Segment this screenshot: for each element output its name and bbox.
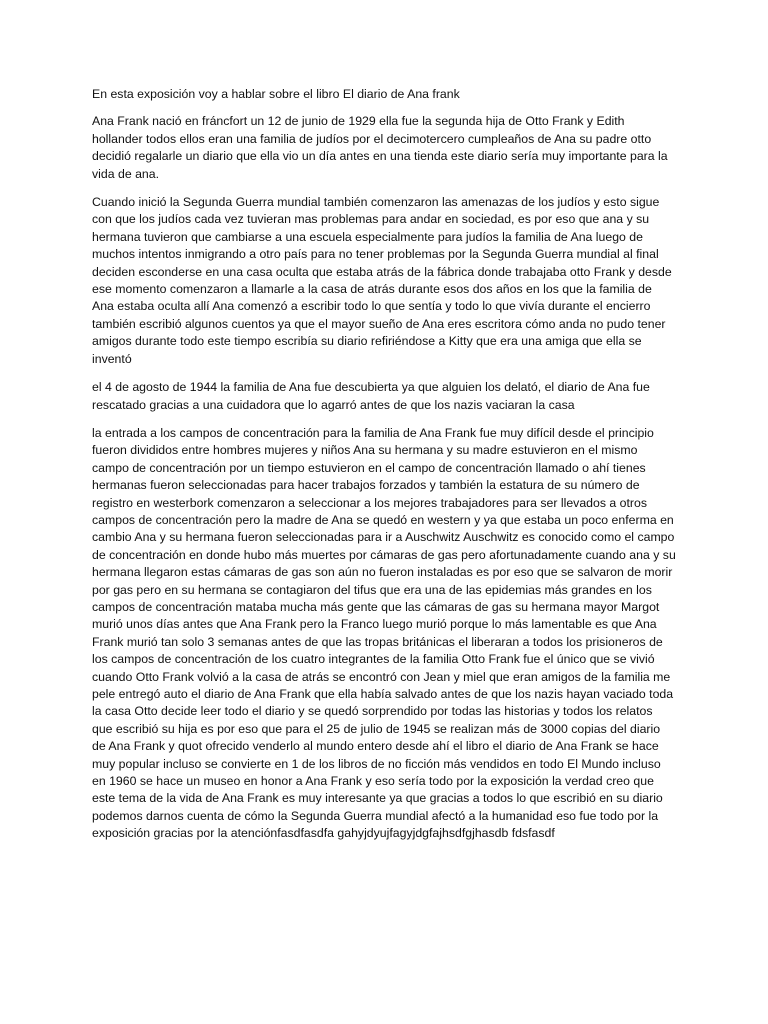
intro-paragraph: En esta exposición voy a hablar sobre el libro El diario de Ana frank (92, 87, 460, 101)
hiding-paragraph: Cuando inició la Segunda Guerra mundial también comenzaron las amenazas de los judíos y esto sigue con que los judíos cada vez tuvieran mas problemas para andar en sociedad, es por eso que ana y su hermana tuvieron que cambiarse a una escuela especialmente para judíos la familia de Ana luego de muchos intentos inmigrando a otro país para no tener problemas por la Segunda Guerra mundial al final deciden esconderse en una casa oculta que estaba atrás de la fábrica donde trabajaba otto Frank y desde ese momento comenzaron a llamarle a la casa de atrás durante esos dos años en los que la familia de Ana estaba oculta allí Ana comenzó a escribir todo lo que sentía y todo lo que vivía durante el encierro también escribió algunos cuentos ya que el mayor sueño de Ana eres escritora cómo anda no pudo tener amigos durante todo este tiempo escribía su diario refiriéndose a Kitty que era una amiga que ella se inventó (92, 195, 672, 366)
birth-paragraph: Ana Frank nació en fráncfort un 12 de junio de 1929 ella fue la segunda hija de Otto Frank y Edith hollander todos ellos eran una familia de judíos por el decimotercero cumpleaños de Ana su padre otto decidió regalarle un diario que ella vio un día antes en una tienda este diario sería muy importante para la vida de ana. (92, 114, 668, 181)
camps-paragraph: la entrada a los campos de concentración para la familia de Ana Frank fue muy difícil desde el principio fueron divididos entre hombres mujeres y niños Ana su hermana y su madre estuvieron en el mismo campo de concentración por un tiempo estuvieron en el campo de concentración llamado o ahí tienes hermanas fueron seleccionadas para hacer trabajos forzados y también la estatura de su número de registro en westerbork comenzaron a seleccionar a los mejores trabajadores para ser llevados a otros campos de concentración pero la madre de Ana se quedó en western y ya que estaba un poco enferma en cambio Ana y su hermana fueron seleccionadas para ir a Auschwitz Auschwitz es conocido como el campo de concentración en donde hubo más muertes por cámaras de gas pero afortunadamente cuando ana y su hermana llegaron estas cámaras de gas son aún no fueron instaladas es por eso que se salvaron de morir por gas pero en su hermana se contagiaron del tifus que era una de las epidemias más grandes en los campos de concentración mataba mucha más gente que las cámaras de gas su hermana mayor Margot murió unos días antes que Ana Frank pero la Franco luego murió porque lo más lamentable es que Ana Frank murió tan solo 3 semanas antes de que las tropas británicas el liberaran a todos los prisioneros de los campos de concentración de los cuatro integrantes de la familia Otto Frank fue el único que se vivió cuando Otto Frank volvió a la casa de atrás se encontró con Jean y miel que eran amigos de la familia me pele entregó auto el diario de Ana Frank que ella había salvado antes de que los nazis hayan vaciado toda la casa Otto decide leer todo el diario y se quedó sorprendido por todas las historias y todos los relatos que escribió su hija es por eso que para el 25 de julio de 1945 se realizan más de 3000 copias del diario de Ana Frank y quot ofrecido venderlo al mundo entero desde ahí el libro el diario de Ana Frank se hace muy popular incluso se convierte en 1 de los libros de no ficción más vendidos en todo El Mundo incluso en 1960 se hace un museo en honor a Ana Frank y eso sería todo por la exposición la verdad creo que este tema de la vida de Ana Frank es muy interesante ya que gracias a todos lo que escribió en su diario podemos darnos cuenta de cómo la Segunda Guerra mundial afectó a la humanidad eso fue todo por la exposición gracias por la atenciónfasdfasdfa gahyjdyujfagyjdgfajhsdfgjhasdb fdsfasdf (92, 425, 676, 841)
discovery-paragraph: el 4 de agosto de 1944 la familia de Ana fue descubierta ya que alguien los delató, el diario de Ana fue rescatado gracias a una cuidadora que lo agarró antes de que los nazis vaciaran la casa (92, 380, 650, 412)
document-page (92, 86, 676, 854)
